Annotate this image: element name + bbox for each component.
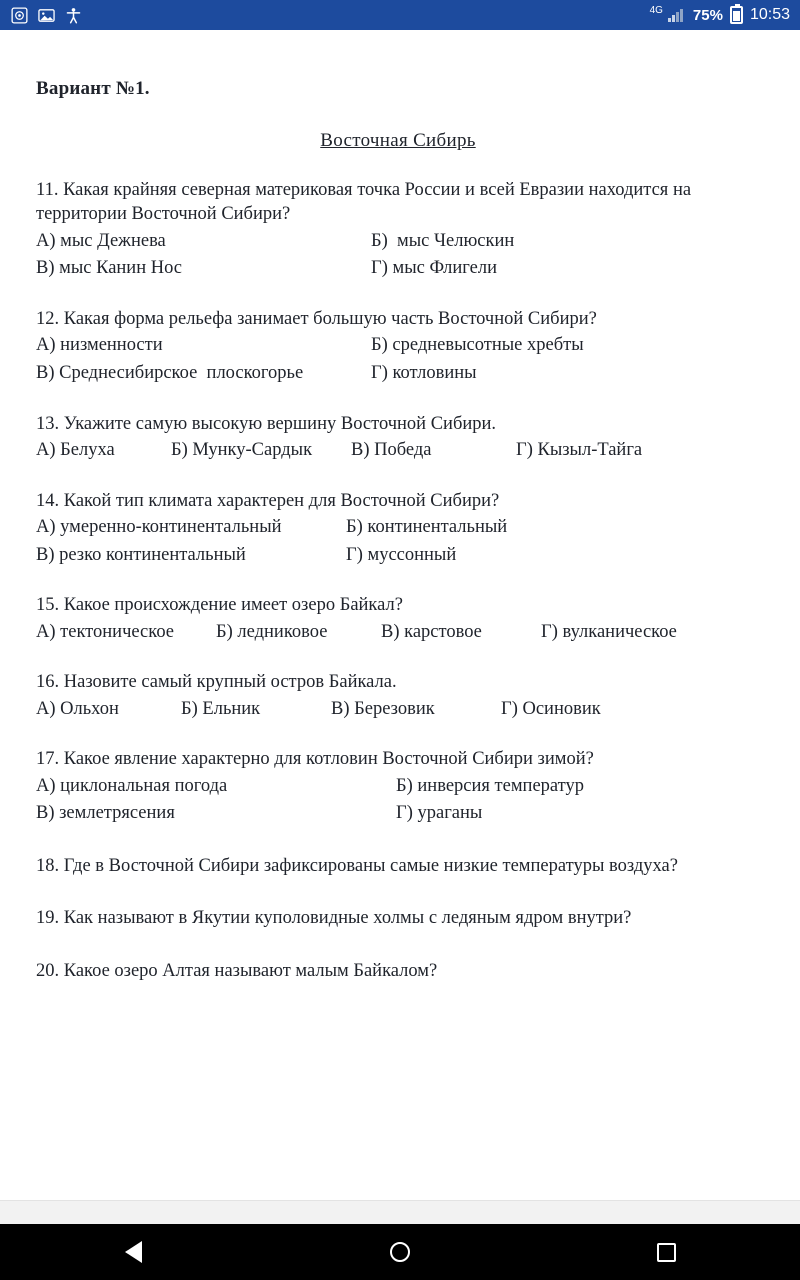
answer-option: Г) Осиновик xyxy=(501,698,601,719)
question-block-16 xyxy=(36,670,760,721)
answers-15 xyxy=(36,620,760,645)
answers-17 xyxy=(36,774,760,826)
answer-option: Г) вулканическое xyxy=(541,621,677,642)
answer-option: Г) муссонный xyxy=(346,544,457,565)
question-block-15 xyxy=(36,593,760,644)
answers-14 xyxy=(36,515,760,567)
question-text-18: 18. Где в Восточной Сибири зафиксированы самые низкие температуры воздуха? xyxy=(36,855,678,876)
answer-option: В) резко континентальный xyxy=(36,544,246,565)
answer-option: Б) континентальный xyxy=(346,517,508,537)
question-block-11 xyxy=(36,178,760,281)
answer-option: Б) Ельник xyxy=(181,698,261,719)
answer-option: Б) мыс Челюскин xyxy=(371,230,515,251)
answer-option: Б) ледниковое xyxy=(216,621,328,642)
answers-12 xyxy=(36,333,760,385)
status-bar-left-icons xyxy=(10,6,82,24)
answer-option: В) Среднесибирское плоскогорье xyxy=(36,363,304,383)
answer-option: В) мыс Канин Нос xyxy=(36,258,183,279)
document-page xyxy=(0,30,800,1003)
question-text-20: 20. Какое озеро Алтая называют малым Байкалом? xyxy=(36,960,438,981)
question-text-15: 15. Какое происхождение имеет озеро Байкал? xyxy=(36,595,403,616)
question-block-20 xyxy=(36,959,760,983)
back-triangle-icon xyxy=(125,1241,142,1263)
question-block-19 xyxy=(36,906,760,930)
answer-option: А) мыс Дежнева xyxy=(36,230,166,251)
status-bar-right-indicators xyxy=(650,6,790,24)
app-badge-icon xyxy=(10,6,28,24)
question-block-13 xyxy=(36,412,760,463)
answer-option: А) циклональная погода xyxy=(36,775,228,796)
answer-option: В) Березовик xyxy=(331,698,435,719)
answer-option: В) землетрясения xyxy=(36,803,175,824)
document-title: Восточная Сибирь xyxy=(320,130,476,151)
answer-option: А) умеренно-континентальный xyxy=(36,517,282,537)
status-bar xyxy=(0,0,800,30)
home-circle-icon xyxy=(390,1242,410,1262)
question-block-12 xyxy=(36,307,760,386)
question-text-19: 19. Как называют в Якутии куполовидные холмы с ледяным ядром внутри? xyxy=(36,908,632,929)
question-text-16: 16. Назовите самый крупный остров Байкала. xyxy=(36,672,397,693)
answer-option: Б) Мунку-Сардык xyxy=(171,440,313,460)
variant-heading: Вариант №1. xyxy=(36,78,150,99)
question-text-17: 17. Какое явление характерно для котловин Восточной Сибири зимой? xyxy=(36,749,594,770)
clock-label: 10:53 xyxy=(749,6,790,23)
back-button[interactable] xyxy=(103,1224,163,1280)
answers-11 xyxy=(36,229,760,281)
answer-option: В) Победа xyxy=(351,440,432,460)
android-navigation-bar xyxy=(0,1224,800,1280)
answer-option: Б) средневысотные хребты xyxy=(371,335,584,356)
home-button[interactable] xyxy=(370,1224,430,1280)
answers-13 xyxy=(36,438,760,463)
answer-option: Б) инверсия температур xyxy=(396,775,584,796)
answer-option: Г) ураганы xyxy=(396,803,483,824)
question-text-14: 14. Какой тип климата характерен для Восточной Сибири? xyxy=(36,490,500,511)
answer-option: Г) Кызыл-Тайга xyxy=(516,440,643,460)
answers-16 xyxy=(36,697,760,722)
question-text-11: 11. Какая крайняя северная материковая точка России и всей Евразии находится на территории Восточной Сибири? xyxy=(36,180,692,225)
answer-option: А) Белуха xyxy=(36,440,115,460)
recents-square-icon xyxy=(657,1243,676,1262)
question-text-13: 13. Укажите самую высокую вершину Восточной Сибири. xyxy=(36,413,497,434)
answer-option: Г) котловины xyxy=(371,363,477,383)
answer-option: А) Ольхон xyxy=(36,698,119,719)
network-type-label: 4G xyxy=(649,4,663,16)
recents-button[interactable] xyxy=(637,1224,697,1280)
question-block-17 xyxy=(36,747,760,826)
image-icon xyxy=(37,6,55,24)
signal-strength-icon xyxy=(668,8,686,22)
question-block-14 xyxy=(36,489,760,568)
accessibility-icon xyxy=(64,6,82,24)
battery-icon xyxy=(730,6,743,24)
question-block-18 xyxy=(36,854,760,878)
page-bottom-strip xyxy=(0,1200,800,1224)
battery-percent-label: 75% xyxy=(692,6,723,24)
document-viewer[interactable] xyxy=(0,30,800,1200)
question-text-12: 12. Какая форма рельефа занимает большую часть Восточной Сибири? xyxy=(36,309,597,329)
answer-option: В) карстовое xyxy=(381,621,482,642)
answer-option: А) тектоническое xyxy=(36,621,175,642)
answer-option: Г) мыс Флигели xyxy=(371,258,497,279)
answer-option: А) низменности xyxy=(36,335,163,356)
